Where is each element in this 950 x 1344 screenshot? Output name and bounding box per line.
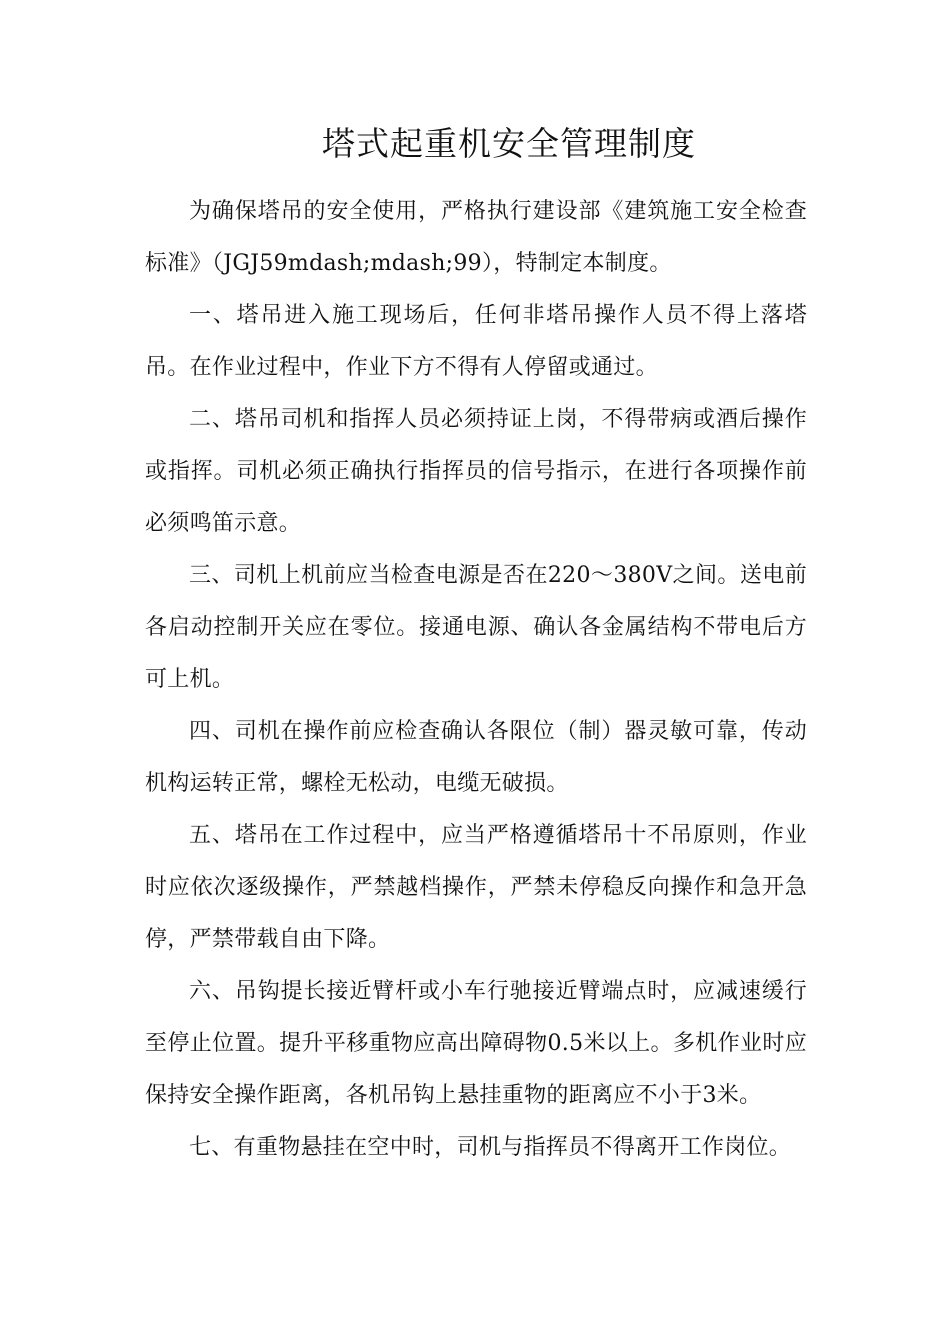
rule-5-paragraph: 五、塔吊在工作过程中，应当严格遵循塔吊十不吊原则，作业时应依次逐级操作，严禁越档操作，严禁未停稳反向操作和急开急停，严禁带载自由下降。 bbox=[145, 823, 807, 952]
rule-6-paragraph: 六、吊钩提长接近臂杆或小车行驰接近臂端点时，应减速缓行至停止位置。提升平移重物应高出障碍物0.5米以上。多机作业时应保持安全操作距离，各机吊钩上悬挂重物的距离应不小于3米。 bbox=[145, 979, 807, 1108]
rule-3-paragraph: 三、司机上机前应当检查电源是否在220～380V之间。送电前各启动控制开关应在零位。接通电源、确认各金属结构不带电后方可上机。 bbox=[145, 563, 807, 692]
rule-4-paragraph: 四、司机在操作前应检查确认各限位（制）器灵敏可靠，传动机构运转正常，螺栓无松动，电缆无破损。 bbox=[145, 719, 807, 796]
rule-1-paragraph: 一、塔吊进入施工现场后，任何非塔吊操作人员不得上落塔吊。在作业过程中，作业下方不得有人停留或通过。 bbox=[145, 303, 807, 380]
rule-7-paragraph: 七、有重物悬挂在空中时，司机与指挥员不得离开工作岗位。 bbox=[189, 1135, 792, 1160]
document-body bbox=[145, 186, 807, 1174]
intro-paragraph: 为确保塔吊的安全使用，严格执行建设部《建筑施工安全检查标准》（JGJ59mdash;mdash;99），特制定本制度。 bbox=[145, 199, 807, 276]
document-title: 塔式起重机安全管理制度 bbox=[322, 124, 696, 163]
rule-2-paragraph: 二、塔吊司机和指挥人员必须持证上岗，不得带病或酒后操作或指挥。司机必须正确执行指挥员的信号指示，在进行各项操作前必须鸣笛示意。 bbox=[145, 407, 807, 536]
